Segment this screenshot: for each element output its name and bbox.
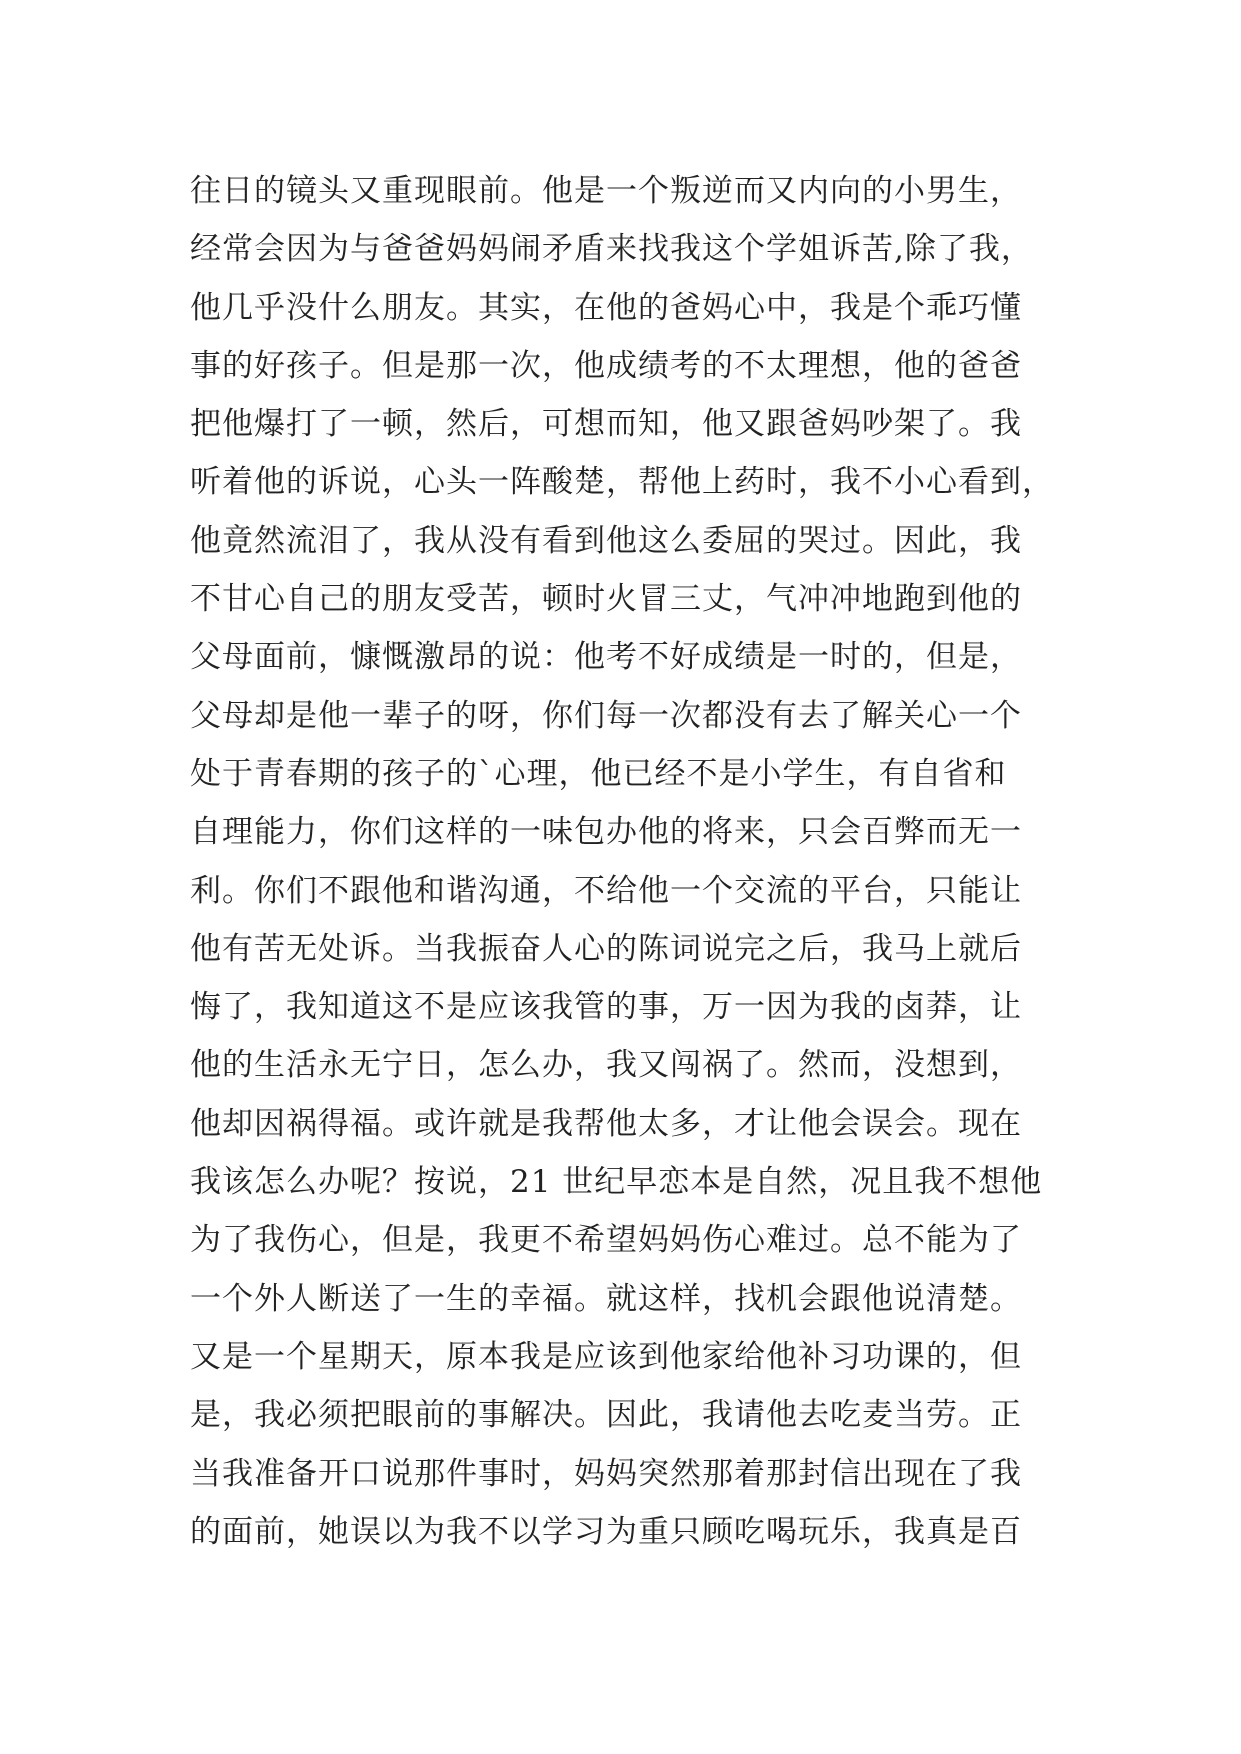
text-line: 悔了，我知道这不是应该我管的事，万一因为我的卤莽，让 bbox=[190, 989, 1022, 1026]
text-line: 当我准备开口说那件事时，妈妈突然那着那封信出现在了我 bbox=[190, 1455, 1022, 1492]
text-line: 自理能力，你们这样的一味包办他的将来，只会百弊而无一 bbox=[190, 814, 1022, 851]
text-line: 他却因祸得福。或许就是我帮他太多，才让他会误会。现在 bbox=[190, 1105, 1022, 1142]
text-line: 不甘心自己的朋友受苦，顿时火冒三丈，气冲冲地跑到他的 bbox=[190, 581, 1022, 618]
text-line: 的面前，她误以为我不以学习为重只顾吃喝玩乐，我真是百 bbox=[190, 1513, 1022, 1550]
text-line: 父母面前，慷慨激昂的说：他考不好成绩是一时的，但是， bbox=[190, 639, 1022, 676]
text-line: 一个外人断送了一生的幸福。就这样，找机会跟他说清楚。 bbox=[190, 1280, 1022, 1317]
text-line: 听着他的诉说，心头一阵酸楚，帮他上药时，我不小心看到， bbox=[190, 464, 1054, 501]
text-line: 他几乎没什么朋友。其实，在他的爸妈心中，我是个乖巧懂 bbox=[190, 289, 1022, 326]
text-line: 把他爆打了一顿，然后，可想而知，他又跟爸妈吵架了。我 bbox=[190, 406, 1022, 443]
text-line: 我该怎么办呢？按说，21 世纪早恋本是自然，况且我不想他 bbox=[190, 1164, 1043, 1201]
text-line: 为了我伤心，但是，我更不希望妈妈伤心难过。总不能为了 bbox=[190, 1222, 1022, 1259]
text-line: 他竟然流泪了，我从没有看到他这么委屈的哭过。因此，我 bbox=[190, 522, 1022, 559]
text-line: 事的好孩子。但是那一次，他成绩考的不太理想，他的爸爸 bbox=[190, 347, 1022, 384]
text-line: 处于青春期的孩子的`心理，他已经不是小学生，有自省和 bbox=[190, 755, 1007, 792]
body-text bbox=[190, 162, 1090, 1561]
text-line: 是，我必须把眼前的事解决。因此，我请他去吃麦当劳。正 bbox=[190, 1397, 1022, 1434]
text-line: 他的生活永无宁日，怎么办，我又闯祸了。然而，没想到， bbox=[190, 1047, 1022, 1084]
text-line: 利。你们不跟他和谐沟通，不给他一个交流的平台，只能让 bbox=[190, 872, 1022, 909]
text-line: 又是一个星期天，原本我是应该到他家给他补习功课的，但 bbox=[190, 1338, 1022, 1375]
text-line: 往日的镜头又重现眼前。他是一个叛逆而又内向的小男生， bbox=[190, 173, 1022, 209]
text-line: 他有苦无处诉。当我振奋人心的陈词说完之后，我马上就后 bbox=[190, 930, 1022, 967]
text-line: 经常会因为与爸爸妈妈闹矛盾来找我这个学姐诉苦,除了我， bbox=[190, 231, 1033, 268]
text-line: 父母却是他一辈子的呀，你们每一次都没有去了解关心一个 bbox=[190, 697, 1022, 734]
